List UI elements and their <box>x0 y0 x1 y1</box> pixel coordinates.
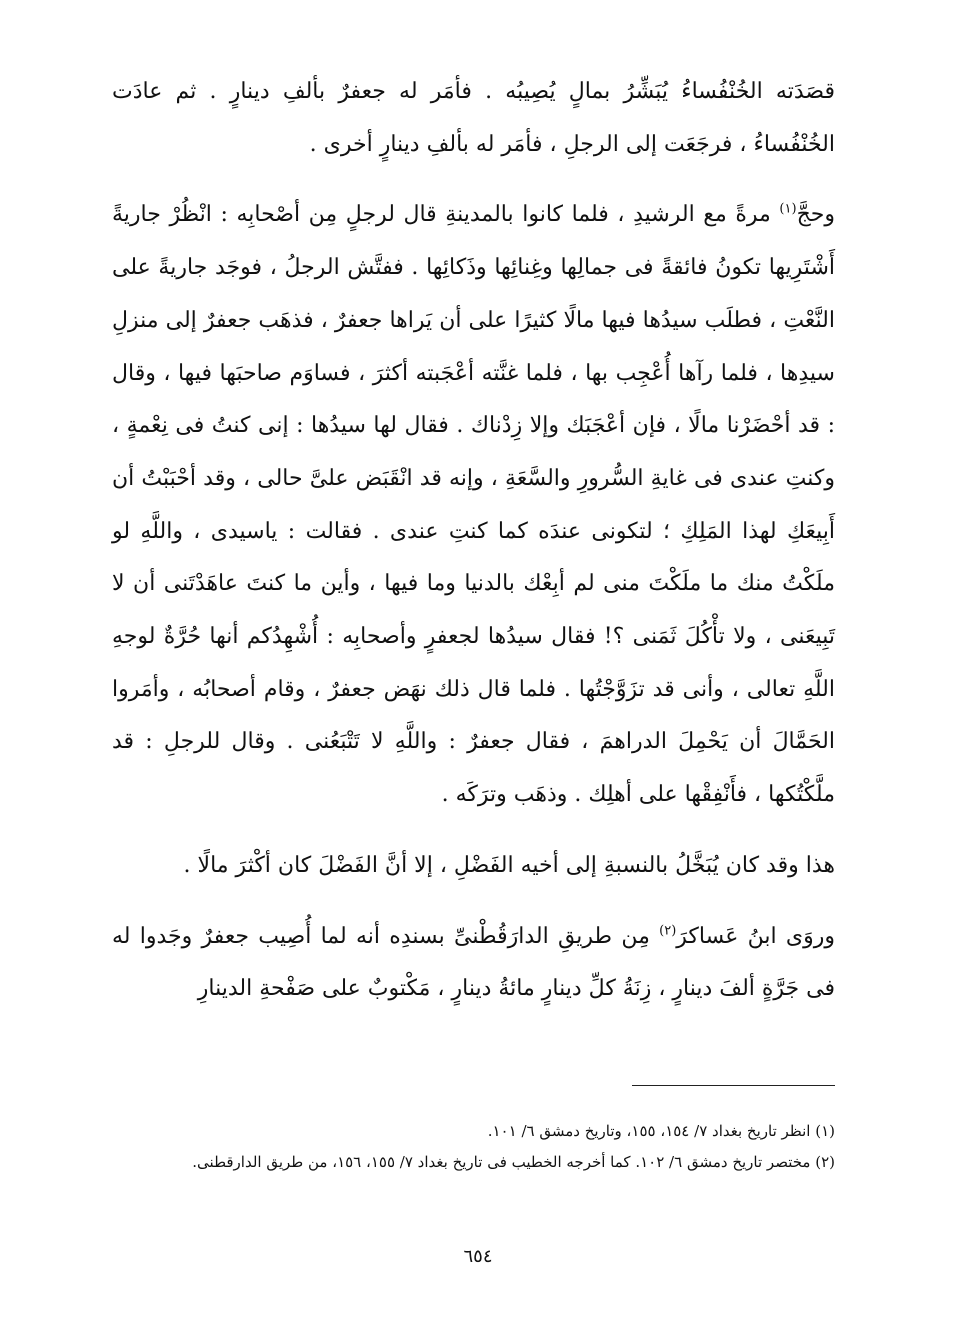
paragraph-4 <box>112 911 835 1016</box>
footnote-2: (٢) مختصر تاريخ دمشق ٦/ ١٠٢. كما أخرجه الخطيب فى تاريخ بغداد ٧/ ١٥٥، ١٥٦، من طريق الدارقطنى. <box>192 1153 835 1171</box>
paragraph-1: قصَدَته الخُنْفُساءُ يُبَشِّرُ بمالٍ يُصِيبُه . فأمَر له جعفرٌ بألفِ دينارٍ . ثم عادَت الخُنْفُساءُ ، فرجَعَت إلى الرجلِ ، فأمَر له بألفِ دينارٍ أخرى . <box>112 79 835 157</box>
paragraph-4-opening: وروَى ابنُ عَساكرَ <box>676 923 835 949</box>
footnotes <box>112 1116 835 1178</box>
footnote-divider <box>632 1085 835 1086</box>
main-text <box>112 66 835 1016</box>
footnote-ref-2: (٢) <box>659 923 677 939</box>
footnote-1: (١) انظر تاريخ بغداد ٧/ ١٥٤، ١٥٥، وتاريخ دمشق ٦/ ١٠١. <box>487 1122 835 1140</box>
paragraph-3: هذا وقد كان يُبَخَّلُ بالنسبةِ إلى أخيه الفَضْلِ ، إلا أنَّ الفَضْلَ كان أكْثرَ مالًا . <box>183 852 835 878</box>
paragraph-2-body: مرةً مع الرشيدِ ، فلما كانوا بالمدينةِ قال لرجلٍ مِن أصْحابِه : انْظُرْ جاريةً أَشْتَرِيها تكونُ فائقةً فى جمالِها وغِنائِها وذَكائِها . ففتَّش الرجلُ ، فوجَد جاريةً على النَّعْتِ ، فطلَب سيدُها فيها مالًا كثيرًا على أن يَراها جعفرٌ ، فذهَب جعفرٌ إلى منزلِ سيدِها ، فلما رآها أُعْجِب بها ، فلما غنَّته أعْجَبته أكثرَ ، فساوَم صاحبَها فيها ، وقال : قد أحْضَرْنا مالًا ، فإن أعْجَبَك وإلا زِدْناك . فقال لها سيدُها : إنى كنتُ فى نِعْمةٍ ، وكنتِ عندى فى غايةِ السُّرورِ والسَّعَةِ ، وإنه قد انْقَبَض علىَّ حالى ، وقد أحْبَبْتُ أن أَبِيعَكِ لهذا المَلِكِ ؛ لتكونى عندَه كما كنتِ عندى . فقالت : ياسيدى ، واللَّهِ لو ملَكْتُ منك ما ملَكْتَ منى لم أبِعْك بالدنيا وما فيها ، وأين ما كنتَ عاهَدْتَنى أن لا تَبِيعَنى ، ولا تأْكُلَ ثَمَنى ؟! فقال سيدُها لجعفرٍ وأصحابِه : أُشْهِدُكم أنها حُرَّةٌ لوجهِ اللَّهِ تعالى ، وأنى قد تزَوَّجْتُها . فلما قال ذلك نهَض جعفرٌ ، وقام أصحابُه ، وأمَروا الحَمَّالَ أن يَحْمِلَ الدراهمَ ، فقال جعفرٌ : واللَّهِ لا تَتْبَعُنى . وقال للرجلِ : قد ملَّكْتُكها ، فأَنْفِقْها على أهلِك . وذهَب وترَكَه . <box>112 202 835 808</box>
footnote-ref-1: (١) <box>779 202 797 218</box>
paragraph-2-opening: وحجَّ <box>796 202 835 228</box>
page-number: ٦٥٤ <box>463 1246 493 1267</box>
paragraph-2 <box>112 189 835 821</box>
paragraph-4-body: مِن طريقِ الدارَقُطْنىِّ بسندِه أنه لما أُصِيب جعفرٌ وجَدوا له فى جَرَّةٍ ألفَ دينارٍ ، زِنَةُ كلِّ دينارٍ مائةُ دينارٍ ، مَكْتوبٌ على صَفْحةِ الدينارِ <box>112 923 835 1002</box>
